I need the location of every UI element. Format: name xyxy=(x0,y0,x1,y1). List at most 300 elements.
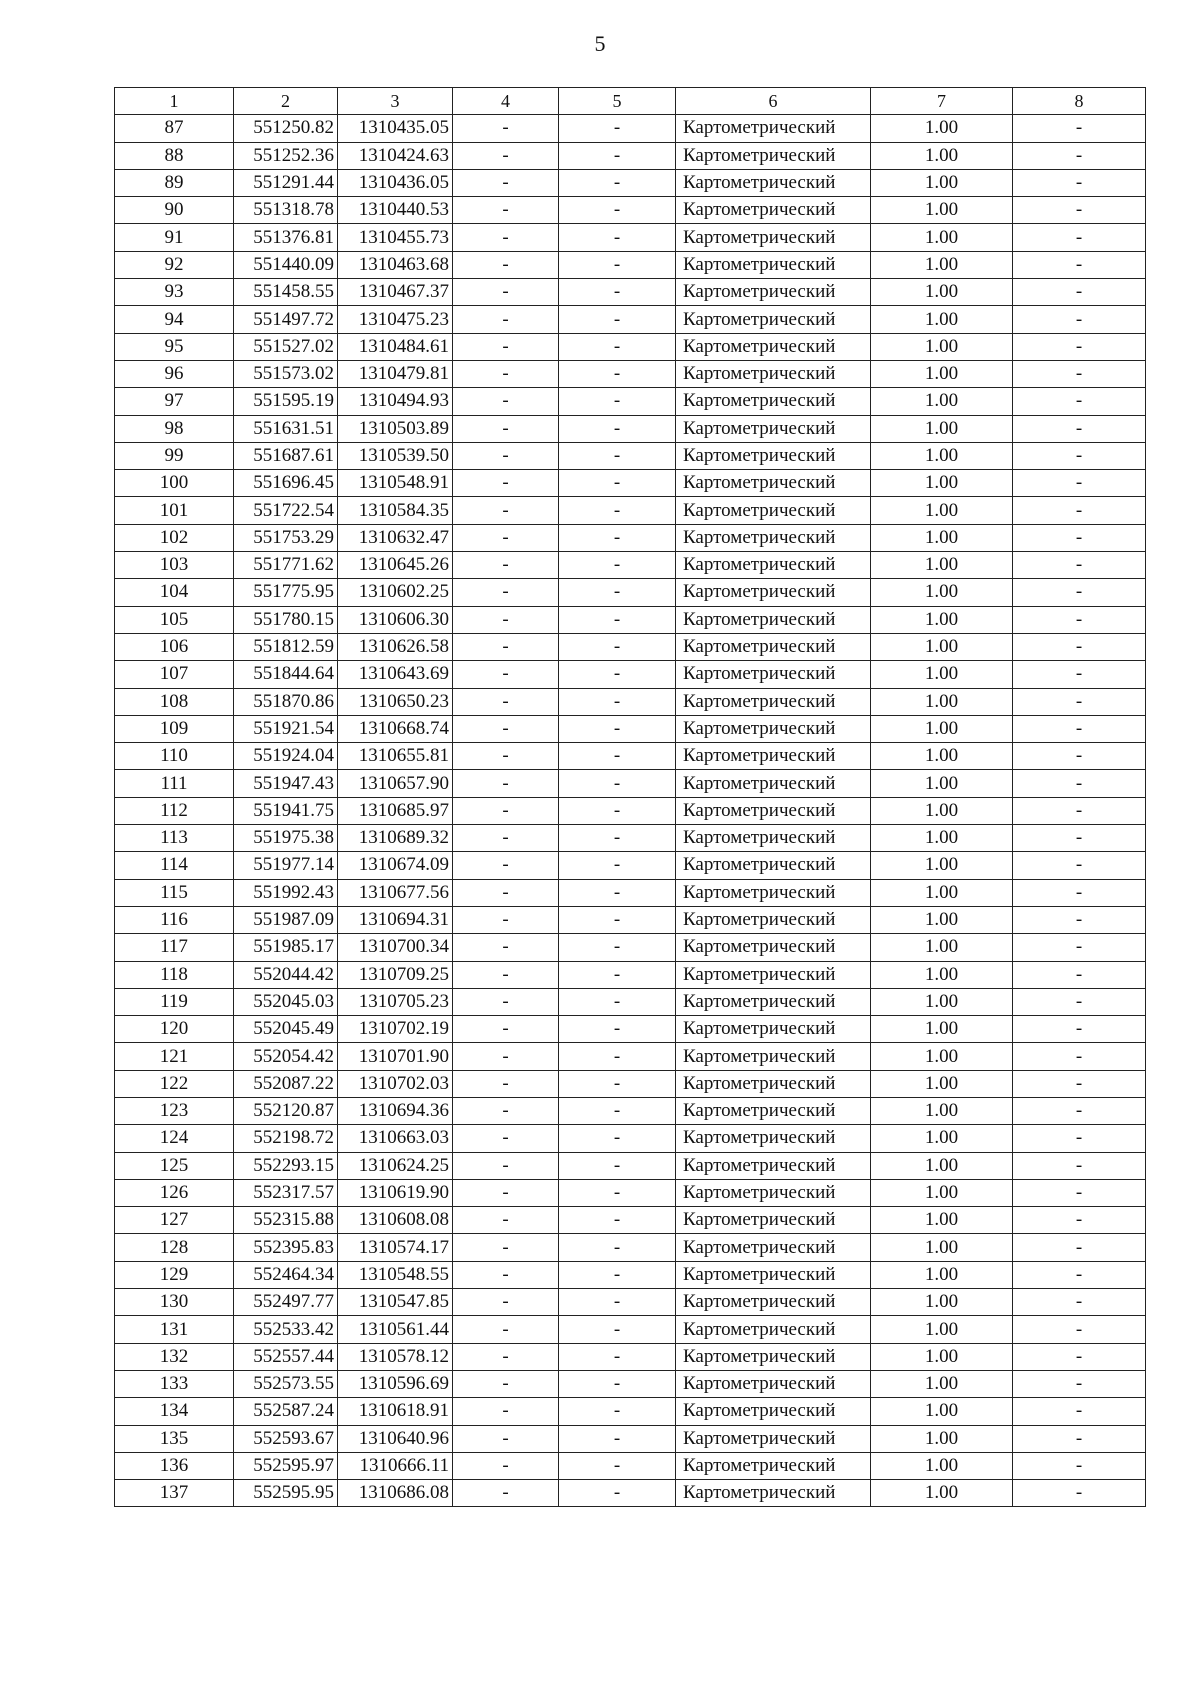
point-number-cell: 94 xyxy=(115,306,234,333)
table-row xyxy=(115,1152,1146,1179)
point-number-cell: 130 xyxy=(115,1289,234,1316)
precision-cell: 1.00 xyxy=(871,715,1013,742)
table-row xyxy=(115,606,1146,633)
column-4-cell: - xyxy=(453,169,559,196)
column-5-cell: - xyxy=(559,906,676,933)
column-5-cell: - xyxy=(559,961,676,988)
column-4-cell: - xyxy=(453,306,559,333)
method-cell: Картометрический xyxy=(676,142,871,169)
point-number-cell: 116 xyxy=(115,906,234,933)
point-number-cell: 109 xyxy=(115,715,234,742)
column-8-cell: - xyxy=(1013,497,1146,524)
column-8-cell: - xyxy=(1013,1343,1146,1370)
column-5-cell: - xyxy=(559,661,676,688)
column-5-cell: - xyxy=(559,360,676,387)
method-cell: Картометрический xyxy=(676,1207,871,1234)
x-coordinate-cell: 551775.95 xyxy=(234,579,338,606)
column-header: 6 xyxy=(676,88,871,115)
y-coordinate-cell: 1310655.81 xyxy=(338,743,453,770)
y-coordinate-cell: 1310424.63 xyxy=(338,142,453,169)
table-row xyxy=(115,879,1146,906)
x-coordinate-cell: 551291.44 xyxy=(234,169,338,196)
precision-cell: 1.00 xyxy=(871,142,1013,169)
method-cell: Картометрический xyxy=(676,224,871,251)
point-number-cell: 124 xyxy=(115,1125,234,1152)
precision-cell: 1.00 xyxy=(871,1207,1013,1234)
method-cell: Картометрический xyxy=(676,1179,871,1206)
column-4-cell: - xyxy=(453,1179,559,1206)
column-4-cell: - xyxy=(453,961,559,988)
point-number-cell: 106 xyxy=(115,633,234,660)
x-coordinate-cell: 551753.29 xyxy=(234,524,338,551)
column-4-cell: - xyxy=(453,1234,559,1261)
column-5-cell: - xyxy=(559,1398,676,1425)
precision-cell: 1.00 xyxy=(871,1289,1013,1316)
column-4-cell: - xyxy=(453,743,559,770)
x-coordinate-cell: 551987.09 xyxy=(234,906,338,933)
method-cell: Картометрический xyxy=(676,770,871,797)
column-8-cell: - xyxy=(1013,442,1146,469)
column-4-cell: - xyxy=(453,415,559,442)
x-coordinate-cell: 552595.97 xyxy=(234,1452,338,1479)
table-row xyxy=(115,743,1146,770)
method-cell: Картометрический xyxy=(676,1398,871,1425)
point-number-cell: 87 xyxy=(115,115,234,142)
x-coordinate-cell: 551687.61 xyxy=(234,442,338,469)
precision-cell: 1.00 xyxy=(871,579,1013,606)
point-number-cell: 117 xyxy=(115,934,234,961)
x-coordinate-cell: 552395.83 xyxy=(234,1234,338,1261)
precision-cell: 1.00 xyxy=(871,360,1013,387)
method-cell: Картометрический xyxy=(676,879,871,906)
precision-cell: 1.00 xyxy=(871,852,1013,879)
column-8-cell: - xyxy=(1013,688,1146,715)
x-coordinate-cell: 551870.86 xyxy=(234,688,338,715)
x-coordinate-cell: 552573.55 xyxy=(234,1370,338,1397)
method-cell: Картометрический xyxy=(676,579,871,606)
column-5-cell: - xyxy=(559,743,676,770)
precision-cell: 1.00 xyxy=(871,688,1013,715)
point-number-cell: 105 xyxy=(115,606,234,633)
y-coordinate-cell: 1310547.85 xyxy=(338,1289,453,1316)
table-row xyxy=(115,306,1146,333)
table-row xyxy=(115,1179,1146,1206)
y-coordinate-cell: 1310663.03 xyxy=(338,1125,453,1152)
column-4-cell: - xyxy=(453,360,559,387)
x-coordinate-cell: 552533.42 xyxy=(234,1316,338,1343)
column-5-cell: - xyxy=(559,633,676,660)
method-cell: Картометрический xyxy=(676,552,871,579)
point-number-cell: 113 xyxy=(115,825,234,852)
point-number-cell: 101 xyxy=(115,497,234,524)
table-row xyxy=(115,197,1146,224)
y-coordinate-cell: 1310602.25 xyxy=(338,579,453,606)
y-coordinate-cell: 1310463.68 xyxy=(338,251,453,278)
point-number-cell: 90 xyxy=(115,197,234,224)
point-number-cell: 114 xyxy=(115,852,234,879)
method-cell: Картометрический xyxy=(676,688,871,715)
table-row xyxy=(115,579,1146,606)
x-coordinate-cell: 551771.62 xyxy=(234,552,338,579)
precision-cell: 1.00 xyxy=(871,743,1013,770)
x-coordinate-cell: 551992.43 xyxy=(234,879,338,906)
method-cell: Картометрический xyxy=(676,169,871,196)
precision-cell: 1.00 xyxy=(871,169,1013,196)
column-8-cell: - xyxy=(1013,906,1146,933)
point-number-cell: 133 xyxy=(115,1370,234,1397)
precision-cell: 1.00 xyxy=(871,442,1013,469)
x-coordinate-cell: 552044.42 xyxy=(234,961,338,988)
column-8-cell: - xyxy=(1013,415,1146,442)
precision-cell: 1.00 xyxy=(871,1234,1013,1261)
y-coordinate-cell: 1310618.91 xyxy=(338,1398,453,1425)
y-coordinate-cell: 1310494.93 xyxy=(338,388,453,415)
x-coordinate-cell: 552497.77 xyxy=(234,1289,338,1316)
method-cell: Картометрический xyxy=(676,1043,871,1070)
precision-cell: 1.00 xyxy=(871,934,1013,961)
table-row xyxy=(115,142,1146,169)
x-coordinate-cell: 552120.87 xyxy=(234,1097,338,1124)
column-5-cell: - xyxy=(559,1234,676,1261)
column-4-cell: - xyxy=(453,142,559,169)
y-coordinate-cell: 1310685.97 xyxy=(338,797,453,824)
precision-cell: 1.00 xyxy=(871,497,1013,524)
x-coordinate-cell: 551812.59 xyxy=(234,633,338,660)
x-coordinate-cell: 551318.78 xyxy=(234,197,338,224)
method-cell: Картометрический xyxy=(676,906,871,933)
precision-cell: 1.00 xyxy=(871,251,1013,278)
table-body xyxy=(115,115,1146,1507)
table-row xyxy=(115,442,1146,469)
column-5-cell: - xyxy=(559,1425,676,1452)
precision-cell: 1.00 xyxy=(871,633,1013,660)
y-coordinate-cell: 1310608.08 xyxy=(338,1207,453,1234)
point-number-cell: 118 xyxy=(115,961,234,988)
column-5-cell: - xyxy=(559,1261,676,1288)
precision-cell: 1.00 xyxy=(871,306,1013,333)
x-coordinate-cell: 551250.82 xyxy=(234,115,338,142)
y-coordinate-cell: 1310440.53 xyxy=(338,197,453,224)
column-8-cell: - xyxy=(1013,852,1146,879)
y-coordinate-cell: 1310584.35 xyxy=(338,497,453,524)
precision-cell: 1.00 xyxy=(871,197,1013,224)
y-coordinate-cell: 1310626.58 xyxy=(338,633,453,660)
column-8-cell: - xyxy=(1013,333,1146,360)
column-8-cell: - xyxy=(1013,1097,1146,1124)
column-8-cell: - xyxy=(1013,743,1146,770)
precision-cell: 1.00 xyxy=(871,606,1013,633)
method-cell: Картометрический xyxy=(676,797,871,824)
column-8-cell: - xyxy=(1013,1125,1146,1152)
x-coordinate-cell: 552198.72 xyxy=(234,1125,338,1152)
table-row xyxy=(115,961,1146,988)
table-row xyxy=(115,333,1146,360)
column-8-cell: - xyxy=(1013,879,1146,906)
column-8-cell: - xyxy=(1013,1316,1146,1343)
table-row xyxy=(115,770,1146,797)
precision-cell: 1.00 xyxy=(871,661,1013,688)
point-number-cell: 136 xyxy=(115,1452,234,1479)
column-8-cell: - xyxy=(1013,715,1146,742)
point-number-cell: 107 xyxy=(115,661,234,688)
y-coordinate-cell: 1310561.44 xyxy=(338,1316,453,1343)
column-8-cell: - xyxy=(1013,1016,1146,1043)
column-header: 8 xyxy=(1013,88,1146,115)
table-row xyxy=(115,852,1146,879)
method-cell: Картометрический xyxy=(676,1343,871,1370)
x-coordinate-cell: 552087.22 xyxy=(234,1070,338,1097)
x-coordinate-cell: 552045.49 xyxy=(234,1016,338,1043)
x-coordinate-cell: 551573.02 xyxy=(234,360,338,387)
column-5-cell: - xyxy=(559,524,676,551)
point-number-cell: 127 xyxy=(115,1207,234,1234)
table-row xyxy=(115,797,1146,824)
point-number-cell: 91 xyxy=(115,224,234,251)
table-row xyxy=(115,552,1146,579)
precision-cell: 1.00 xyxy=(871,279,1013,306)
table-row xyxy=(115,415,1146,442)
point-number-cell: 108 xyxy=(115,688,234,715)
method-cell: Картометрический xyxy=(676,661,871,688)
column-5-cell: - xyxy=(559,1152,676,1179)
column-header: 5 xyxy=(559,88,676,115)
method-cell: Картометрический xyxy=(676,961,871,988)
y-coordinate-cell: 1310574.17 xyxy=(338,1234,453,1261)
column-8-cell: - xyxy=(1013,1289,1146,1316)
point-number-cell: 98 xyxy=(115,415,234,442)
point-number-cell: 129 xyxy=(115,1261,234,1288)
table-row xyxy=(115,988,1146,1015)
column-4-cell: - xyxy=(453,388,559,415)
precision-cell: 1.00 xyxy=(871,115,1013,142)
method-cell: Картометрический xyxy=(676,1097,871,1124)
column-8-cell: - xyxy=(1013,579,1146,606)
table-row xyxy=(115,825,1146,852)
y-coordinate-cell: 1310435.05 xyxy=(338,115,453,142)
table-row xyxy=(115,1316,1146,1343)
x-coordinate-cell: 551376.81 xyxy=(234,224,338,251)
precision-cell: 1.00 xyxy=(871,1152,1013,1179)
column-header: 3 xyxy=(338,88,453,115)
column-4-cell: - xyxy=(453,497,559,524)
table-row xyxy=(115,934,1146,961)
y-coordinate-cell: 1310539.50 xyxy=(338,442,453,469)
method-cell: Картометрический xyxy=(676,1152,871,1179)
point-number-cell: 102 xyxy=(115,524,234,551)
column-8-cell: - xyxy=(1013,524,1146,551)
method-cell: Картометрический xyxy=(676,442,871,469)
method-cell: Картометрический xyxy=(676,1425,871,1452)
y-coordinate-cell: 1310700.34 xyxy=(338,934,453,961)
precision-cell: 1.00 xyxy=(871,1043,1013,1070)
x-coordinate-cell: 552054.42 xyxy=(234,1043,338,1070)
column-8-cell: - xyxy=(1013,1261,1146,1288)
x-coordinate-cell: 552587.24 xyxy=(234,1398,338,1425)
point-number-cell: 126 xyxy=(115,1179,234,1206)
method-cell: Картометрический xyxy=(676,934,871,961)
column-4-cell: - xyxy=(453,825,559,852)
y-coordinate-cell: 1310674.09 xyxy=(338,852,453,879)
table-row xyxy=(115,633,1146,660)
y-coordinate-cell: 1310643.69 xyxy=(338,661,453,688)
column-4-cell: - xyxy=(453,934,559,961)
column-5-cell: - xyxy=(559,688,676,715)
column-5-cell: - xyxy=(559,852,676,879)
column-8-cell: - xyxy=(1013,770,1146,797)
method-cell: Картометрический xyxy=(676,524,871,551)
point-number-cell: 96 xyxy=(115,360,234,387)
precision-cell: 1.00 xyxy=(871,1261,1013,1288)
precision-cell: 1.00 xyxy=(871,906,1013,933)
column-5-cell: - xyxy=(559,1343,676,1370)
x-coordinate-cell: 552595.95 xyxy=(234,1480,338,1507)
column-5-cell: - xyxy=(559,497,676,524)
column-5-cell: - xyxy=(559,388,676,415)
precision-cell: 1.00 xyxy=(871,388,1013,415)
column-8-cell: - xyxy=(1013,306,1146,333)
table-row xyxy=(115,169,1146,196)
point-number-cell: 128 xyxy=(115,1234,234,1261)
column-4-cell: - xyxy=(453,1316,559,1343)
method-cell: Картометрический xyxy=(676,470,871,497)
x-coordinate-cell: 551631.51 xyxy=(234,415,338,442)
precision-cell: 1.00 xyxy=(871,1097,1013,1124)
point-number-cell: 119 xyxy=(115,988,234,1015)
x-coordinate-cell: 552593.67 xyxy=(234,1425,338,1452)
precision-cell: 1.00 xyxy=(871,961,1013,988)
column-4-cell: - xyxy=(453,852,559,879)
column-8-cell: - xyxy=(1013,606,1146,633)
y-coordinate-cell: 1310705.23 xyxy=(338,988,453,1015)
point-number-cell: 112 xyxy=(115,797,234,824)
x-coordinate-cell: 551458.55 xyxy=(234,279,338,306)
method-cell: Картометрический xyxy=(676,388,871,415)
y-coordinate-cell: 1310657.90 xyxy=(338,770,453,797)
table-row xyxy=(115,524,1146,551)
column-8-cell: - xyxy=(1013,1070,1146,1097)
page-number: 5 xyxy=(594,31,606,56)
y-coordinate-cell: 1310479.81 xyxy=(338,360,453,387)
column-5-cell: - xyxy=(559,169,676,196)
point-number-cell: 134 xyxy=(115,1398,234,1425)
point-number-cell: 99 xyxy=(115,442,234,469)
y-coordinate-cell: 1310578.12 xyxy=(338,1343,453,1370)
x-coordinate-cell: 552045.03 xyxy=(234,988,338,1015)
method-cell: Картометрический xyxy=(676,1234,871,1261)
x-coordinate-cell: 551527.02 xyxy=(234,333,338,360)
x-coordinate-cell: 551985.17 xyxy=(234,934,338,961)
method-cell: Картометрический xyxy=(676,497,871,524)
table-header-row xyxy=(115,88,1146,115)
column-5-cell: - xyxy=(559,115,676,142)
column-4-cell: - xyxy=(453,579,559,606)
y-coordinate-cell: 1310484.61 xyxy=(338,333,453,360)
column-8-cell: - xyxy=(1013,197,1146,224)
method-cell: Картометрический xyxy=(676,197,871,224)
y-coordinate-cell: 1310548.55 xyxy=(338,1261,453,1288)
point-number-cell: 135 xyxy=(115,1425,234,1452)
column-4-cell: - xyxy=(453,1343,559,1370)
method-cell: Картометрический xyxy=(676,1016,871,1043)
column-5-cell: - xyxy=(559,442,676,469)
column-4-cell: - xyxy=(453,1261,559,1288)
method-cell: Картометрический xyxy=(676,606,871,633)
method-cell: Картометрический xyxy=(676,988,871,1015)
x-coordinate-cell: 552317.57 xyxy=(234,1179,338,1206)
point-number-cell: 97 xyxy=(115,388,234,415)
precision-cell: 1.00 xyxy=(871,552,1013,579)
column-4-cell: - xyxy=(453,770,559,797)
precision-cell: 1.00 xyxy=(871,1425,1013,1452)
column-4-cell: - xyxy=(453,1398,559,1425)
column-8-cell: - xyxy=(1013,825,1146,852)
table-row xyxy=(115,1289,1146,1316)
column-4-cell: - xyxy=(453,1370,559,1397)
column-8-cell: - xyxy=(1013,797,1146,824)
column-5-cell: - xyxy=(559,715,676,742)
table-row xyxy=(115,906,1146,933)
column-5-cell: - xyxy=(559,1016,676,1043)
y-coordinate-cell: 1310436.05 xyxy=(338,169,453,196)
y-coordinate-cell: 1310650.23 xyxy=(338,688,453,715)
column-5-cell: - xyxy=(559,1125,676,1152)
column-8-cell: - xyxy=(1013,934,1146,961)
x-coordinate-cell: 551924.04 xyxy=(234,743,338,770)
method-cell: Картометрический xyxy=(676,1289,871,1316)
precision-cell: 1.00 xyxy=(871,1316,1013,1343)
column-header: 4 xyxy=(453,88,559,115)
precision-cell: 1.00 xyxy=(871,988,1013,1015)
column-4-cell: - xyxy=(453,633,559,660)
precision-cell: 1.00 xyxy=(871,1398,1013,1425)
table-row xyxy=(115,688,1146,715)
table-row xyxy=(115,1016,1146,1043)
y-coordinate-cell: 1310686.08 xyxy=(338,1480,453,1507)
column-5-cell: - xyxy=(559,988,676,1015)
table-row xyxy=(115,388,1146,415)
point-number-cell: 137 xyxy=(115,1480,234,1507)
method-cell: Картометрический xyxy=(676,852,871,879)
column-header: 1 xyxy=(115,88,234,115)
y-coordinate-cell: 1310702.03 xyxy=(338,1070,453,1097)
column-5-cell: - xyxy=(559,470,676,497)
column-4-cell: - xyxy=(453,797,559,824)
precision-cell: 1.00 xyxy=(871,1070,1013,1097)
x-coordinate-cell: 551497.72 xyxy=(234,306,338,333)
column-8-cell: - xyxy=(1013,552,1146,579)
method-cell: Картометрический xyxy=(676,279,871,306)
precision-cell: 1.00 xyxy=(871,879,1013,906)
table-row xyxy=(115,1097,1146,1124)
column-8-cell: - xyxy=(1013,661,1146,688)
column-5-cell: - xyxy=(559,224,676,251)
y-coordinate-cell: 1310640.96 xyxy=(338,1425,453,1452)
column-5-cell: - xyxy=(559,306,676,333)
column-4-cell: - xyxy=(453,197,559,224)
column-4-cell: - xyxy=(453,552,559,579)
column-5-cell: - xyxy=(559,142,676,169)
y-coordinate-cell: 1310619.90 xyxy=(338,1179,453,1206)
point-number-cell: 131 xyxy=(115,1316,234,1343)
column-4-cell: - xyxy=(453,988,559,1015)
point-number-cell: 120 xyxy=(115,1016,234,1043)
column-8-cell: - xyxy=(1013,1234,1146,1261)
column-4-cell: - xyxy=(453,879,559,906)
column-4-cell: - xyxy=(453,333,559,360)
column-8-cell: - xyxy=(1013,1425,1146,1452)
column-8-cell: - xyxy=(1013,360,1146,387)
x-coordinate-cell: 551722.54 xyxy=(234,497,338,524)
